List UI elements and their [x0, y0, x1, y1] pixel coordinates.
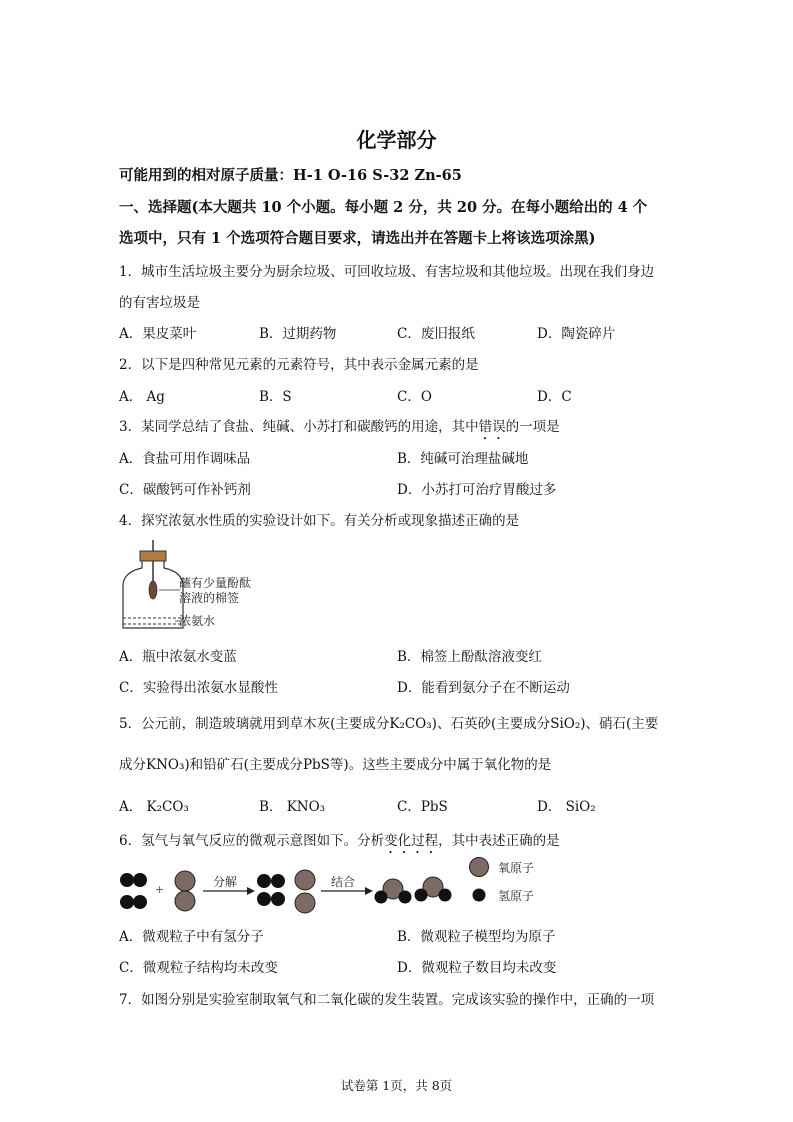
h-atom	[439, 889, 452, 902]
q4-option-a: A．瓶中浓氨水变蓝	[119, 649, 237, 665]
h-atom	[415, 889, 428, 902]
figure-label-phenolphthalein: 蘸有少量酚酞	[179, 576, 252, 590]
h-atom	[133, 895, 147, 909]
reaction-diagram	[115, 853, 575, 915]
q6-stem-emphasis: 变化过程	[384, 833, 439, 849]
q6-stem-part-b: ，其中表述正确的是	[438, 833, 560, 849]
h-atom	[133, 873, 147, 887]
legend-label-oxygen: 氧原子	[498, 861, 535, 875]
page-title: 化学部分	[356, 128, 437, 152]
h-atom	[120, 873, 134, 887]
q6-option-c: C．微观粒子结构均未改变	[119, 960, 278, 976]
section-heading-line1: 一、选择题(本大题共 10 个小题。每小题 2 分，共 20 分。在每小题给出的 4 个	[119, 199, 648, 216]
q5-option-c: C．PbS	[397, 799, 448, 815]
legend-h-atom	[473, 889, 486, 902]
h-atom	[120, 895, 134, 909]
section-heading-line2: 选项中，只有 1 个选项符合题目要求，请选出并在答题卡上将该选项涂黑)	[119, 230, 596, 247]
h-atom	[257, 874, 271, 888]
q5-stem-line2	[119, 753, 551, 773]
q5-option-d: D． SiO₂	[537, 799, 596, 815]
q2-option-d: D．C	[537, 389, 572, 405]
h-atom	[257, 892, 271, 906]
q3-stem-part-b: 的一项是	[505, 419, 560, 435]
figure-label-ammonia: 浓氨水	[179, 614, 216, 628]
atomic-masses: 可能用到的相对原子质量：H-1 O-16 S-32 Zn-65	[119, 167, 462, 184]
q3-option-d: D．小苏打可治疗胃酸过多	[397, 482, 557, 498]
q2-option-a: A． Ag	[119, 389, 165, 405]
q5-option-a: A． K₂CO₃	[119, 799, 189, 815]
q1-option-a: A．果皮菜叶	[119, 326, 197, 342]
q4-stem: 4．探究浓氨水性质的实验设计如下。有关分析或现象描述正确的是	[119, 513, 520, 529]
o-atom	[175, 871, 195, 891]
q1-stem-line1: 1．城市生活垃圾主要分为厨余垃圾、可回收垃圾、有害垃圾和其他垃圾。出现在我们身边	[119, 264, 655, 280]
formula-k2co3: K₂CO₃	[389, 716, 432, 732]
q1-option-d: D．陶瓷碎片	[537, 326, 616, 342]
arrow-label-combine: 结合	[331, 875, 356, 889]
o-atom	[295, 893, 315, 913]
legend-label-hydrogen: 氢原子	[498, 889, 535, 903]
q2-option-c: C．O	[397, 389, 432, 405]
q5-text-3: )、硝石(主要	[580, 716, 659, 732]
o-atom	[295, 870, 315, 890]
o-atom	[175, 891, 195, 911]
h-atom	[375, 891, 388, 904]
q1-option-c: C．废旧报纸	[397, 326, 475, 342]
q2-option-b: B．S	[259, 389, 292, 405]
q5-text-5: )和铅矿石(主要成分	[184, 757, 303, 773]
q5-text-1: 5．公元前，制造玻璃就用到草木灰(主要成分	[119, 716, 390, 732]
ammonia-experiment-figure	[115, 538, 295, 638]
q3-stem	[119, 415, 560, 443]
q5-option-b: B． KNO₃	[259, 799, 326, 815]
q3-option-b: B．纯碱可治理盐碱地	[397, 451, 529, 467]
arrow-label-decompose: 分解	[213, 875, 238, 889]
h-atom	[271, 892, 285, 906]
q4-option-b: B．棉签上酚酞溶液变红	[397, 649, 542, 665]
q5-stem-line1	[119, 712, 658, 732]
q3-stem-part-a: 3．某同学总结了食盐、纯碱、小苏打和碳酸钙的用途，其中	[119, 419, 479, 435]
q5-text-6: 等)。这些主要成分中属于氧化物的是	[329, 757, 552, 773]
h-atom	[271, 874, 285, 888]
plus-sign: +	[155, 883, 165, 896]
h-atom	[399, 891, 412, 904]
formula-pbs: PbS	[302, 757, 330, 773]
q3-option-a: A．食盐可用作调味品	[119, 451, 251, 467]
q2-stem: 2．以下是四种常见元素的元素符号，其中表示金属元素的是	[119, 357, 479, 373]
q4-option-d: D．能看到氨分子在不断运动	[397, 680, 570, 696]
q3-stem-emphasis: 错误	[478, 419, 506, 435]
page-footer: 试卷第 1页，共 8页	[340, 1078, 453, 1093]
q7-stem: 7．如图分别是实验室制取氧气和二氧化碳的发生装置。完成该实验的操作中，正确的一项	[119, 992, 655, 1008]
legend-o-atom	[470, 858, 489, 877]
q4-option-c: C．实验得出浓氨水显酸性	[119, 680, 278, 696]
q5-text-4: 成分	[119, 757, 146, 773]
q5-text-2: )、石英砂(主要成分	[431, 716, 551, 732]
q1-option-b: B．过期药物	[259, 326, 337, 342]
formula-kno3: KNO₃	[146, 757, 185, 773]
formula-sio2: SiO₂	[550, 716, 581, 732]
q6-option-a: A．微观粒子中有氢分子	[119, 929, 264, 945]
q3-option-c: C．碳酸钙可作补钙剂	[119, 482, 251, 498]
q6-option-d: D．微观粒子数目均未改变	[397, 960, 557, 976]
q6-option-b: B．微观粒子模型均为原子	[397, 929, 556, 945]
figure-label-swab: 溶液的棉签	[179, 591, 240, 605]
q6-stem-part-a: 6．氢气与氧气反应的微观示意图如下。分析	[119, 833, 385, 849]
q1-stem-line2: 的有害垃圾是	[119, 295, 200, 311]
